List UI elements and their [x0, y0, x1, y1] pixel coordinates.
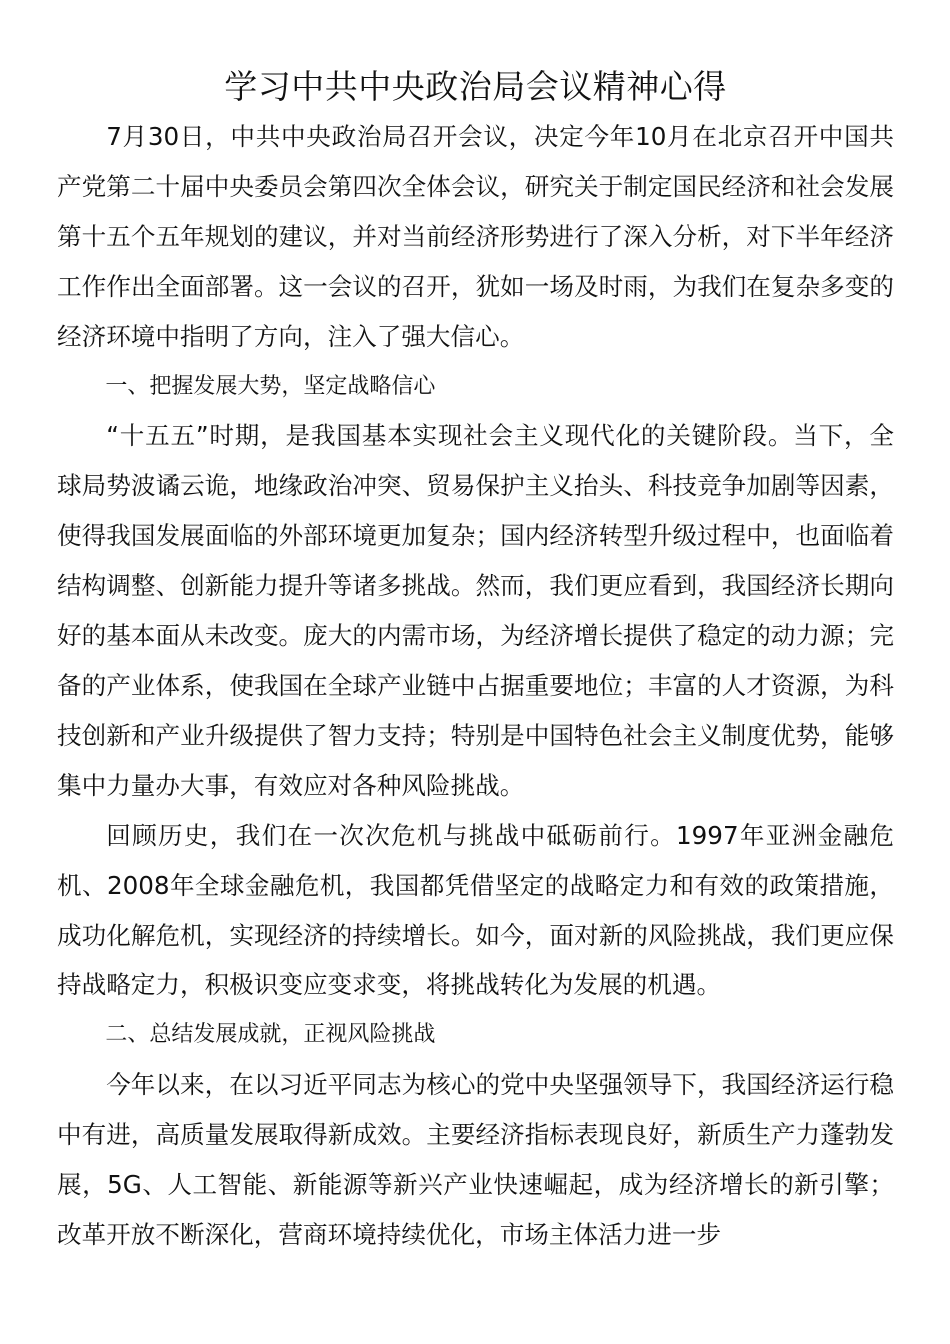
paragraph-15th-plan: “十五五”时期，是我国基本实现社会主义现代化的关键阶段。当下，全球局势波谲云诡，地缘政治冲突、贸易保护主义抬头、科技竞争加剧等因素，使得我国发展面临的外部环境更加复杂；国内经济转型升级过程中，也面临着结构调整、创新能力提升等诸多挑战。然而，我们更应看到，我国经济长期向好的基本面从未改变。庞大的内需市场，为经济增长提供了稳定的动力源；完备的产业体系，使我国在全球产业链中占据重要地位；丰富的人才资源，为科技创新和产业升级提供了智力支持；特别是中国特色社会主义制度优势，能够集中力量办大事，有效应对各种风险挑战。: [57, 421, 894, 800]
paragraph-history: 回顾历史，我们在一次次危机与挑战中砥砺前行。1997年亚洲金融危机、2008年全球金融危机，我国都凭借坚定的战略定力和有效的政策措施，成功化解危机，实现经济的持续增长。如今，面对新的风险挑战，我们更应保持战略定力，积极识变应变求变，将挑战转化为发展的机遇。: [57, 820, 894, 1000]
paragraph-intro: 7月30日，中共中央政治局召开会议，决定今年10月在北京召开中国共产党第二十届中央委员会第四次全体会议，研究关于制定国民经济和社会发展第十五个五年规划的建议，并对当前经济形势进行了深入分析，对下半年经济工作作出全面部署。这一会议的召开，犹如一场及时雨，为我们在复杂多变的经济环境中指明了方向，注入了强大信心。: [57, 122, 894, 351]
document-title: 学习中共中央政治局会议精神心得: [224, 67, 727, 106]
section-heading-2: 二、总结发展成就，正视风险挑战: [105, 1022, 436, 1048]
section-heading-1: 一、把握发展大势，坚定战略信心: [105, 373, 436, 399]
paragraph-achievements: 今年以来，在以习近平同志为核心的党中央坚强领导下，我国经济运行稳中有进，高质量发展取得新成效。主要经济指标表现良好，新质生产力蓬勃发展，5G、人工智能、新能源等新兴产业快速崛起，成为经济增长的新引擎；改革开放不断深化，营商环境持续优化，市场主体活力进一步: [57, 1070, 894, 1249]
